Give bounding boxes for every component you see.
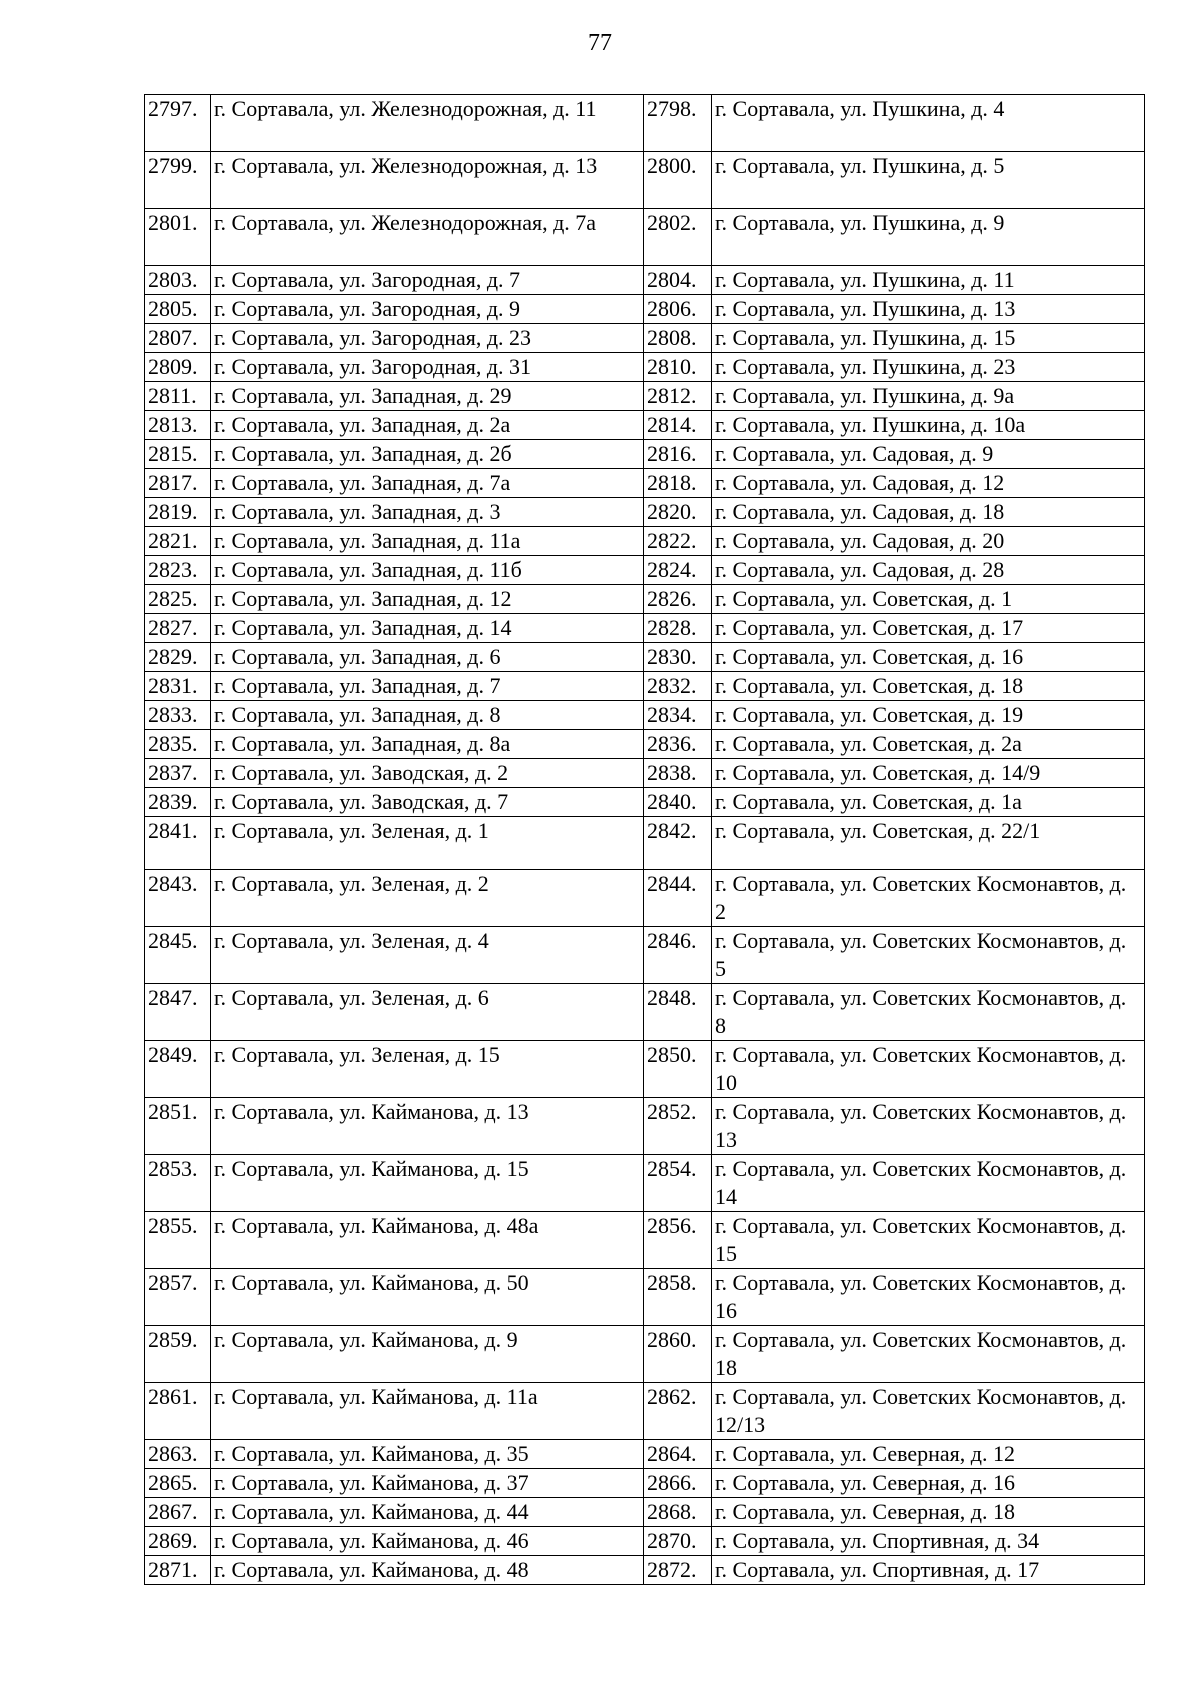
left-entry-address: г. Сортавала, ул. Кайманова, д. 35 <box>211 1440 644 1469</box>
left-entry-address: г. Сортавала, ул. Зеленая, д. 15 <box>211 1041 644 1098</box>
left-entry-number: 2839. <box>145 788 211 817</box>
table-row <box>145 1498 1145 1527</box>
right-entry-number: 2814. <box>644 411 712 440</box>
left-entry-number: 2825. <box>145 585 211 614</box>
right-entry-number: 2834. <box>644 701 712 730</box>
right-entry-address: г. Сортавала, ул. Пушкина, д. 5 <box>712 152 1145 209</box>
left-entry-address: г. Сортавала, ул. Западная, д. 2б <box>211 440 644 469</box>
right-entry-address: г. Сортавала, ул. Советская, д. 2а <box>712 730 1145 759</box>
left-entry-number: 2851. <box>145 1098 211 1155</box>
right-entry-number: 2866. <box>644 1469 712 1498</box>
right-entry-number: 2822. <box>644 527 712 556</box>
left-entry-address: г. Сортавала, ул. Кайманова, д. 15 <box>211 1155 644 1212</box>
left-entry-number: 2841. <box>145 817 211 870</box>
left-entry-address: г. Сортавала, ул. Загородная, д. 23 <box>211 324 644 353</box>
right-entry-address: г. Сортавала, ул. Пушкина, д. 9а <box>712 382 1145 411</box>
right-entry-address: г. Сортавала, ул. Советская, д. 14/9 <box>712 759 1145 788</box>
right-entry-address: г. Сортавала, ул. Северная, д. 12 <box>712 1440 1145 1469</box>
right-entry-address: г. Сортавала, ул. Северная, д. 18 <box>712 1498 1145 1527</box>
left-entry-number: 2803. <box>145 266 211 295</box>
right-entry-number: 2854. <box>644 1155 712 1212</box>
right-entry-address: г. Сортавала, ул. Садовая, д. 28 <box>712 556 1145 585</box>
right-entry-number: 2800. <box>644 152 712 209</box>
right-entry-number: 2858. <box>644 1269 712 1326</box>
left-entry-address: г. Сортавала, ул. Загородная, д. 7 <box>211 266 644 295</box>
table-row <box>145 295 1145 324</box>
right-entry-number: 2862. <box>644 1383 712 1440</box>
right-entry-address: г. Сортавала, ул. Советских Космонавтов, д. 16 <box>712 1269 1145 1326</box>
left-entry-number: 2857. <box>145 1269 211 1326</box>
right-entry-address: г. Сортавала, ул. Пушкина, д. 23 <box>712 353 1145 382</box>
table-row <box>145 1212 1145 1269</box>
right-entry-address: г. Сортавала, ул. Советская, д. 1а <box>712 788 1145 817</box>
right-entry-number: 2820. <box>644 498 712 527</box>
left-entry-address: г. Сортавала, ул. Кайманова, д. 37 <box>211 1469 644 1498</box>
left-entry-number: 2837. <box>145 759 211 788</box>
left-entry-number: 2855. <box>145 1212 211 1269</box>
right-entry-number: 2830. <box>644 643 712 672</box>
left-entry-number: 2861. <box>145 1383 211 1440</box>
table-row <box>145 1326 1145 1383</box>
table-row <box>145 1098 1145 1155</box>
right-entry-number: 2810. <box>644 353 712 382</box>
table-row <box>145 788 1145 817</box>
right-entry-address: г. Сортавала, ул. Советская, д. 18 <box>712 672 1145 701</box>
address-table <box>144 94 1145 1585</box>
left-entry-number: 2807. <box>145 324 211 353</box>
left-entry-number: 2801. <box>145 209 211 266</box>
left-entry-address: г. Сортавала, ул. Кайманова, д. 9 <box>211 1326 644 1383</box>
left-entry-number: 2863. <box>145 1440 211 1469</box>
left-entry-address: г. Сортавала, ул. Зеленая, д. 1 <box>211 817 644 870</box>
right-entry-number: 2802. <box>644 209 712 266</box>
right-entry-number: 2826. <box>644 585 712 614</box>
right-entry-number: 2804. <box>644 266 712 295</box>
left-entry-number: 2819. <box>145 498 211 527</box>
left-entry-number: 2809. <box>145 353 211 382</box>
table-row <box>145 498 1145 527</box>
left-entry-address: г. Сортавала, ул. Загородная, д. 9 <box>211 295 644 324</box>
left-entry-number: 2833. <box>145 701 211 730</box>
left-entry-address: г. Сортавала, ул. Загородная, д. 31 <box>211 353 644 382</box>
right-entry-address: г. Сортавала, ул. Советских Космонавтов, д. 2 <box>712 870 1145 927</box>
left-entry-number: 2843. <box>145 870 211 927</box>
left-entry-address: г. Сортавала, ул. Заводская, д. 7 <box>211 788 644 817</box>
right-entry-number: 2844. <box>644 870 712 927</box>
left-entry-address: г. Сортавала, ул. Западная, д. 29 <box>211 382 644 411</box>
left-entry-address: г. Сортавала, ул. Железнодорожная, д. 7а <box>211 209 644 266</box>
right-entry-address: г. Сортавала, ул. Советских Космонавтов, д. 8 <box>712 984 1145 1041</box>
table-row <box>145 1269 1145 1326</box>
right-entry-address: г. Сортавала, ул. Пушкина, д. 4 <box>712 95 1145 152</box>
table-row <box>145 353 1145 382</box>
left-entry-address: г. Сортавала, ул. Железнодорожная, д. 13 <box>211 152 644 209</box>
left-entry-number: 2829. <box>145 643 211 672</box>
left-entry-number: 2847. <box>145 984 211 1041</box>
right-entry-address: г. Сортавала, ул. Пушкина, д. 9 <box>712 209 1145 266</box>
right-entry-number: 2846. <box>644 927 712 984</box>
left-entry-address: г. Сортавала, ул. Западная, д. 7а <box>211 469 644 498</box>
right-entry-number: 2838. <box>644 759 712 788</box>
right-entry-number: 2798. <box>644 95 712 152</box>
right-entry-number: 2806. <box>644 295 712 324</box>
right-entry-number: 2808. <box>644 324 712 353</box>
table-row <box>145 614 1145 643</box>
left-entry-address: г. Сортавала, ул. Западная, д. 3 <box>211 498 644 527</box>
table-row <box>145 527 1145 556</box>
right-entry-address: г. Сортавала, ул. Советская, д. 1 <box>712 585 1145 614</box>
table-row <box>145 209 1145 266</box>
right-entry-address: г. Сортавала, ул. Пушкина, д. 11 <box>712 266 1145 295</box>
table-row <box>145 672 1145 701</box>
left-entry-number: 2869. <box>145 1527 211 1556</box>
table-row <box>145 701 1145 730</box>
left-entry-address: г. Сортавала, ул. Зеленая, д. 6 <box>211 984 644 1041</box>
right-entry-address: г. Сортавала, ул. Спортивная, д. 34 <box>712 1527 1145 1556</box>
left-entry-address: г. Сортавала, ул. Западная, д. 11а <box>211 527 644 556</box>
left-entry-number: 2823. <box>145 556 211 585</box>
right-entry-number: 2828. <box>644 614 712 643</box>
left-entry-address: г. Сортавала, ул. Кайманова, д. 44 <box>211 1498 644 1527</box>
right-entry-address: г. Сортавала, ул. Садовая, д. 20 <box>712 527 1145 556</box>
right-entry-address: г. Сортавала, ул. Садовая, д. 12 <box>712 469 1145 498</box>
right-entry-address: г. Сортавала, ул. Советская, д. 17 <box>712 614 1145 643</box>
table-row <box>145 870 1145 927</box>
right-entry-address: г. Сортавала, ул. Пушкина, д. 15 <box>712 324 1145 353</box>
table-row <box>145 643 1145 672</box>
right-entry-number: 2832. <box>644 672 712 701</box>
left-entry-address: г. Сортавала, ул. Зеленая, д. 2 <box>211 870 644 927</box>
table-row <box>145 1155 1145 1212</box>
left-entry-address: г. Сортавала, ул. Кайманова, д. 48 <box>211 1556 644 1585</box>
right-entry-number: 2870. <box>644 1527 712 1556</box>
left-entry-address: г. Сортавала, ул. Западная, д. 8а <box>211 730 644 759</box>
table-row <box>145 585 1145 614</box>
right-entry-number: 2868. <box>644 1498 712 1527</box>
right-entry-address: г. Сортавала, ул. Советская, д. 16 <box>712 643 1145 672</box>
right-entry-address: г. Сортавала, ул. Советских Космонавтов, д. 5 <box>712 927 1145 984</box>
right-entry-number: 2836. <box>644 730 712 759</box>
left-entry-number: 2835. <box>145 730 211 759</box>
right-entry-number: 2824. <box>644 556 712 585</box>
right-entry-number: 2816. <box>644 440 712 469</box>
left-entry-number: 2811. <box>145 382 211 411</box>
right-entry-number: 2818. <box>644 469 712 498</box>
left-entry-number: 2797. <box>145 95 211 152</box>
left-entry-number: 2813. <box>145 411 211 440</box>
right-entry-number: 2842. <box>644 817 712 870</box>
right-entry-address: г. Сортавала, ул. Советских Космонавтов, д. 14 <box>712 1155 1145 1212</box>
table-row <box>145 324 1145 353</box>
table-row <box>145 440 1145 469</box>
table-row <box>145 817 1145 870</box>
right-entry-address: г. Сортавала, ул. Советская, д. 19 <box>712 701 1145 730</box>
table-row <box>145 1556 1145 1585</box>
table-row <box>145 730 1145 759</box>
right-entry-address: г. Сортавала, ул. Советских Космонавтов, д. 15 <box>712 1212 1145 1269</box>
table-row <box>145 266 1145 295</box>
left-entry-address: г. Сортавала, ул. Западная, д. 2а <box>211 411 644 440</box>
table-row <box>145 1383 1145 1440</box>
table-row <box>145 411 1145 440</box>
left-entry-number: 2827. <box>145 614 211 643</box>
right-entry-address: г. Сортавала, ул. Советская, д. 22/1 <box>712 817 1145 870</box>
left-entry-number: 2849. <box>145 1041 211 1098</box>
table-row <box>145 1041 1145 1098</box>
right-entry-address: г. Сортавала, ул. Пушкина, д. 13 <box>712 295 1145 324</box>
left-entry-number: 2871. <box>145 1556 211 1585</box>
left-entry-number: 2845. <box>145 927 211 984</box>
table-row <box>145 152 1145 209</box>
right-entry-number: 2848. <box>644 984 712 1041</box>
table-row <box>145 927 1145 984</box>
left-entry-address: г. Сортавала, ул. Железнодорожная, д. 11 <box>211 95 644 152</box>
right-entry-address: г. Сортавала, ул. Спортивная, д. 17 <box>712 1556 1145 1585</box>
right-entry-number: 2860. <box>644 1326 712 1383</box>
right-entry-address: г. Сортавала, ул. Северная, д. 16 <box>712 1469 1145 1498</box>
right-entry-address: г. Сортавала, ул. Садовая, д. 9 <box>712 440 1145 469</box>
left-entry-address: г. Сортавала, ул. Кайманова, д. 13 <box>211 1098 644 1155</box>
right-entry-number: 2872. <box>644 1556 712 1585</box>
left-entry-number: 2865. <box>145 1469 211 1498</box>
left-entry-number: 2859. <box>145 1326 211 1383</box>
left-entry-address: г. Сортавала, ул. Западная, д. 6 <box>211 643 644 672</box>
left-entry-address: г. Сортавала, ул. Кайманова, д. 48а <box>211 1212 644 1269</box>
table-row <box>145 1527 1145 1556</box>
left-entry-number: 2831. <box>145 672 211 701</box>
table-row <box>145 382 1145 411</box>
page-number: 77 <box>588 30 612 56</box>
left-entry-number: 2867. <box>145 1498 211 1527</box>
left-entry-address: г. Сортавала, ул. Западная, д. 7 <box>211 672 644 701</box>
right-entry-address: г. Сортавала, ул. Садовая, д. 18 <box>712 498 1145 527</box>
right-entry-address: г. Сортавала, ул. Советских Космонавтов, д. 10 <box>712 1041 1145 1098</box>
left-entry-address: г. Сортавала, ул. Западная, д. 8 <box>211 701 644 730</box>
left-entry-address: г. Сортавала, ул. Заводская, д. 2 <box>211 759 644 788</box>
address-table-body <box>145 95 1145 1585</box>
left-entry-address: г. Сортавала, ул. Кайманова, д. 46 <box>211 1527 644 1556</box>
table-row <box>145 556 1145 585</box>
table-row <box>145 759 1145 788</box>
right-entry-number: 2850. <box>644 1041 712 1098</box>
right-entry-number: 2864. <box>644 1440 712 1469</box>
left-entry-address: г. Сортавала, ул. Западная, д. 11б <box>211 556 644 585</box>
left-entry-address: г. Сортавала, ул. Кайманова, д. 50 <box>211 1269 644 1326</box>
left-entry-address: г. Сортавала, ул. Западная, д. 12 <box>211 585 644 614</box>
left-entry-address: г. Сортавала, ул. Кайманова, д. 11а <box>211 1383 644 1440</box>
right-entry-address: г. Сортавала, ул. Советских Космонавтов, д. 12/13 <box>712 1383 1145 1440</box>
left-entry-number: 2821. <box>145 527 211 556</box>
left-entry-number: 2799. <box>145 152 211 209</box>
left-entry-number: 2805. <box>145 295 211 324</box>
left-entry-address: г. Сортавала, ул. Западная, д. 14 <box>211 614 644 643</box>
right-entry-number: 2812. <box>644 382 712 411</box>
left-entry-number: 2815. <box>145 440 211 469</box>
table-row <box>145 469 1145 498</box>
left-entry-number: 2853. <box>145 1155 211 1212</box>
right-entry-address: г. Сортавала, ул. Советских Космонавтов, д. 18 <box>712 1326 1145 1383</box>
right-entry-number: 2852. <box>644 1098 712 1155</box>
table-row <box>145 95 1145 152</box>
table-row <box>145 984 1145 1041</box>
right-entry-number: 2856. <box>644 1212 712 1269</box>
right-entry-number: 2840. <box>644 788 712 817</box>
left-entry-address: г. Сортавала, ул. Зеленая, д. 4 <box>211 927 644 984</box>
right-entry-address: г. Сортавала, ул. Пушкина, д. 10а <box>712 411 1145 440</box>
table-row <box>145 1440 1145 1469</box>
table-row <box>145 1469 1145 1498</box>
left-entry-number: 2817. <box>145 469 211 498</box>
right-entry-address: г. Сортавала, ул. Советских Космонавтов, д. 13 <box>712 1098 1145 1155</box>
